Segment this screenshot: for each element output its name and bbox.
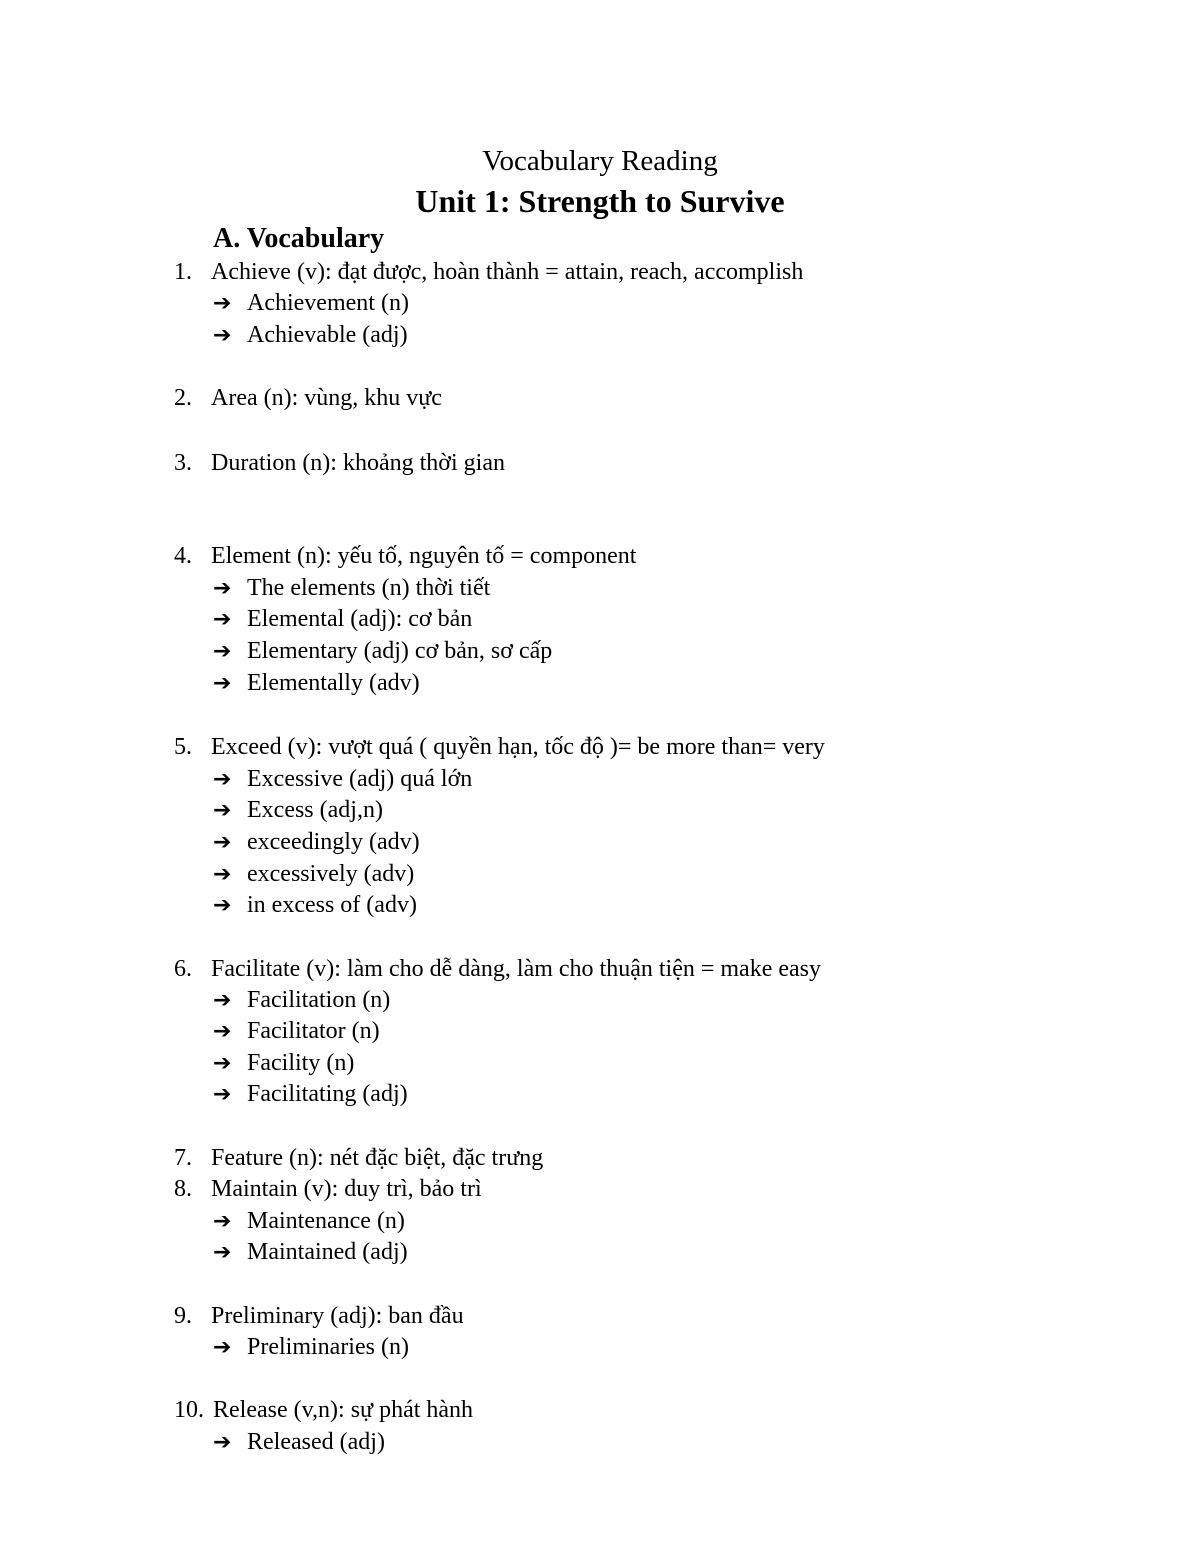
derivative-item [213, 797, 383, 824]
derivative-item [213, 987, 390, 1014]
vocab-entry: Release (v,n): sự phát hành [213, 1397, 474, 1423]
entry-number: 8. [174, 1176, 192, 1202]
vocab-entry: Duration (n): khoảng thời gian [211, 450, 505, 476]
vocab-entry: Facilitate (v): làm cho dễ dàng, làm cho thuận tiện = make easy [211, 956, 821, 982]
derivative-text: Achievable (adj) [247, 322, 408, 348]
derivative-item [213, 1208, 405, 1235]
derivative-text: Elementally (adv) [247, 670, 420, 696]
derivative-item [213, 892, 417, 919]
derivative-item [213, 638, 552, 665]
derivative-item [213, 1050, 354, 1077]
derivative-text: Facilitator (n) [247, 1018, 380, 1044]
derivative-item [213, 829, 420, 856]
derivative-text: Facilitation (n) [247, 987, 391, 1013]
derivative-item [213, 670, 420, 697]
entry-number: 2. [174, 385, 192, 411]
derivative-item [213, 322, 408, 349]
derivative-text: in excess of (adv) [247, 892, 417, 918]
arrow-icon: ➔ [213, 1082, 232, 1107]
arrow-icon: ➔ [213, 862, 232, 887]
derivative-text: The elements (n) thời tiết [247, 575, 491, 601]
entry-number: 7. [174, 1145, 192, 1171]
derivative-text: Facility (n) [247, 1050, 355, 1076]
derivative-item [213, 1429, 385, 1456]
derivative-text: Maintenance (n) [247, 1208, 405, 1234]
derivative-text: excessively (adv) [247, 861, 415, 887]
arrow-icon: ➔ [213, 1430, 232, 1455]
arrow-icon: ➔ [213, 671, 232, 696]
arrow-icon: ➔ [213, 798, 232, 823]
vocab-entry: Area (n): vùng, khu vực [211, 385, 442, 411]
vocab-entry: Element (n): yếu tố, nguyên tố = component [211, 543, 637, 569]
derivative-item [213, 606, 472, 633]
derivative-item [213, 290, 409, 317]
derivative-item [213, 861, 414, 888]
arrow-icon: ➔ [213, 893, 232, 918]
arrow-icon: ➔ [213, 1240, 232, 1265]
derivative-item [213, 575, 490, 602]
derivative-text: Preliminaries (n) [247, 1334, 409, 1360]
derivative-item [213, 1239, 408, 1266]
vocab-entry: Preliminary (adj): ban đầu [211, 1303, 464, 1329]
unit-title: Unit 1: Strength to Survive [415, 183, 785, 219]
entry-number: 10. [174, 1397, 204, 1423]
arrow-icon: ➔ [213, 639, 232, 664]
derivative-text: Facilitating (adj) [247, 1081, 408, 1107]
derivative-text: exceedingly (adv) [247, 829, 420, 855]
section-title: A. Vocabulary [213, 223, 385, 254]
arrow-icon: ➔ [213, 1019, 232, 1044]
derivative-item [213, 1334, 409, 1361]
arrow-icon: ➔ [213, 830, 232, 855]
derivative-item [213, 1018, 380, 1045]
derivative-text: Excess (adj,n) [247, 797, 383, 823]
derivative-text: Maintained (adj) [247, 1239, 408, 1265]
entry-number: 3. [174, 450, 192, 476]
document-title: Vocabulary Reading [482, 145, 718, 177]
derivative-text: Elementary (adj) cơ bản, sơ cấp [247, 638, 553, 664]
arrow-icon: ➔ [213, 988, 232, 1013]
entry-number: 5. [174, 734, 192, 760]
arrow-icon: ➔ [213, 1209, 232, 1234]
arrow-icon: ➔ [213, 323, 232, 348]
derivative-text: Elemental (adj): cơ bản [247, 606, 473, 632]
arrow-icon: ➔ [213, 607, 232, 632]
entry-number: 1. [174, 259, 192, 285]
derivative-text: Achievement (n) [247, 290, 409, 316]
arrow-icon: ➔ [213, 1335, 232, 1360]
arrow-icon: ➔ [213, 767, 232, 792]
vocab-entry: Achieve (v): đạt được, hoàn thành = attain, reach, accomplish [211, 259, 804, 285]
derivative-item [213, 766, 472, 793]
entry-number: 9. [174, 1303, 192, 1329]
entry-number: 4. [174, 543, 192, 569]
arrow-icon: ➔ [213, 291, 232, 316]
arrow-icon: ➔ [213, 576, 232, 601]
vocab-entry: Feature (n): nét đặc biệt, đặc trưng [211, 1145, 544, 1171]
vocab-entry: Maintain (v): duy trì, bảo trì [211, 1176, 482, 1202]
entry-number: 6. [174, 956, 192, 982]
derivative-text: Excessive (adj) quá lớn [247, 766, 473, 792]
arrow-icon: ➔ [213, 1051, 232, 1076]
vocab-entry: Exceed (v): vượt quá ( quyền hạn, tốc độ )= be more than= very [211, 734, 825, 760]
derivative-item [213, 1081, 408, 1108]
derivative-text: Released (adj) [247, 1429, 385, 1455]
